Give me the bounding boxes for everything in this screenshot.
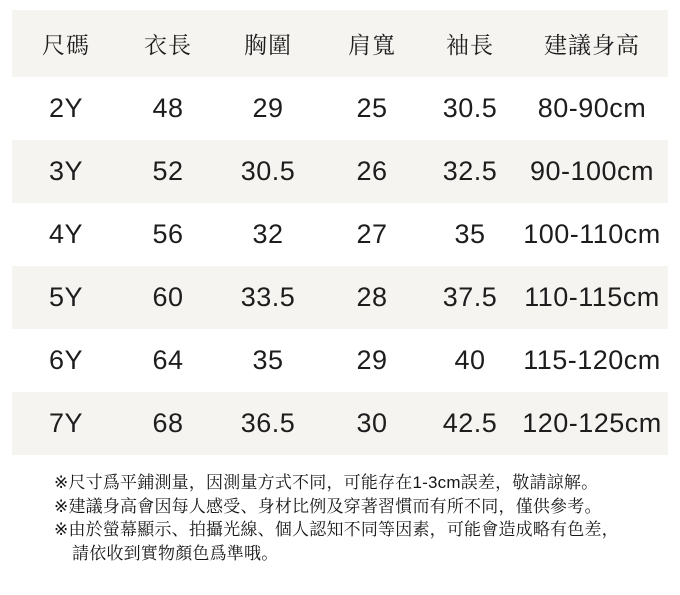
column-header-length: 衣長 (144, 32, 192, 58)
cell-size: 6Y (48, 345, 84, 375)
footnote-color-difference: ※由於螢幕顯示、拍攝光線、個人認知不同等因素，可能會造成略有色差， (54, 520, 619, 539)
cell-shoulder: 25 (356, 93, 388, 123)
cell-shoulder: 26 (356, 156, 388, 186)
cell-chest: 29 (252, 93, 284, 123)
table-header-row (12, 10, 668, 77)
cell-chest: 36.5 (240, 408, 296, 438)
cell-length: 48 (152, 93, 184, 123)
cell-sleeve: 35 (454, 219, 486, 249)
cell-size: 2Y (48, 93, 84, 123)
table-row-3y (12, 140, 668, 203)
cell-shoulder: 27 (356, 219, 388, 249)
table-row-7y (12, 392, 668, 455)
cell-size: 5Y (48, 282, 84, 312)
cell-sleeve: 32.5 (442, 156, 498, 186)
cell-sleeve: 42.5 (442, 408, 498, 438)
table-row-5y (12, 266, 668, 329)
cell-height: 80-90cm (537, 93, 647, 123)
cell-length: 68 (152, 408, 184, 438)
column-header-sleeve: 袖長 (446, 32, 494, 58)
column-header-chest: 胸圍 (244, 32, 292, 58)
cell-height: 110-115cm (524, 282, 660, 312)
footnote-height-reference: ※建議身高會因每人感受、身材比例及穿著習慣而有所不同，僅供參考。 (54, 496, 602, 516)
footnote-measure-tolerance: ※尺寸爲平鋪測量，因測量方式不同，可能存在1-3cm誤差，敬請諒解。 (54, 473, 599, 492)
cell-size: 7Y (48, 408, 84, 438)
cell-shoulder: 28 (356, 282, 388, 312)
cell-size: 4Y (48, 219, 84, 249)
cell-sleeve: 40 (454, 345, 486, 375)
cell-chest: 35 (252, 345, 284, 375)
cell-length: 52 (152, 156, 184, 186)
column-header-shoulder: 肩寬 (348, 32, 396, 58)
column-header-size: 尺碼 (42, 32, 90, 58)
footnotes (54, 471, 654, 565)
cell-chest: 33.5 (240, 282, 296, 312)
cell-length: 64 (152, 345, 184, 375)
cell-height: 115-120cm (523, 345, 661, 375)
footnote-color-difference-cont: 請依收到實物顏色爲準哦。 (72, 543, 279, 563)
table-row-6y (12, 329, 668, 392)
table-row-4y (12, 203, 668, 266)
size-table (12, 10, 668, 455)
cell-shoulder: 30 (356, 408, 388, 438)
column-header-height: 建議身高 (544, 32, 640, 58)
cell-height: 100-110cm (523, 219, 661, 249)
table-row-2y (12, 77, 668, 140)
cell-height: 120-125cm (522, 408, 662, 438)
cell-length: 56 (152, 219, 184, 249)
cell-sleeve: 37.5 (442, 282, 498, 312)
cell-chest: 32 (252, 219, 284, 249)
cell-shoulder: 29 (356, 345, 388, 375)
cell-sleeve: 30.5 (442, 93, 498, 123)
cell-length: 60 (152, 282, 184, 312)
cell-size: 3Y (48, 156, 84, 186)
cell-height: 90-100cm (529, 156, 655, 186)
cell-chest: 30.5 (240, 156, 296, 186)
